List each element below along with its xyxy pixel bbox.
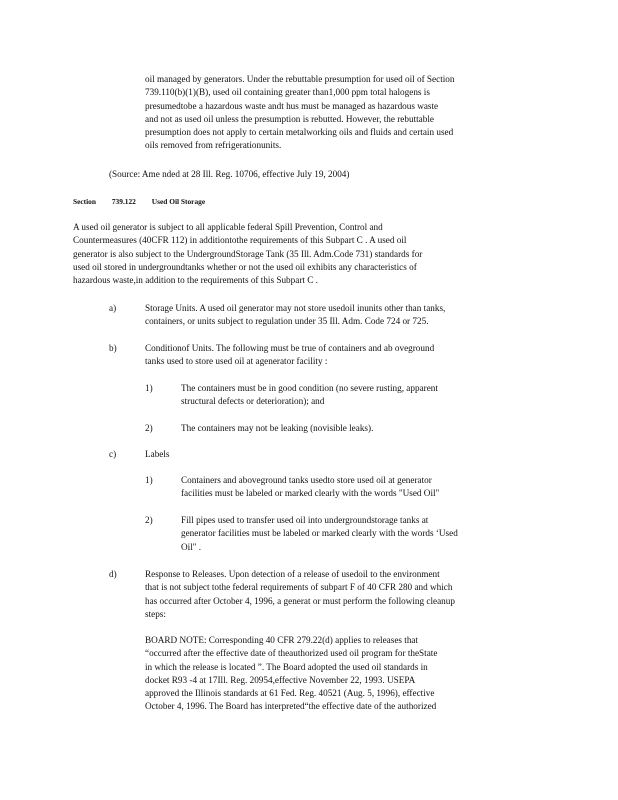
intro-line: oil managed by generators. Under the rebuttable presumption for used oil of Section — [145, 74, 455, 84]
board-note — [145, 634, 545, 714]
item-d-text — [145, 568, 545, 621]
board-note-line: BOARD NOTE: Corresponding 40 CFR 279.22(d) applies to releases that — [145, 635, 419, 645]
subitem-marker-c1: 1) — [145, 475, 153, 485]
board-note-line: in which the release is located ”. The Board adopted the used oil standards in — [145, 661, 428, 672]
board-note-line: docket R93 -4 at 17Ill. Reg. 20954,effective November 22, 1993. USEPA — [145, 674, 416, 685]
subitem-marker-c2: 2) — [145, 515, 153, 525]
subitem-c2-line: Oil" . — [181, 541, 202, 552]
subitem-c1-line: Containers and aboveground tanks usedto store used oil at generator — [181, 475, 432, 485]
source-note-text: (Source: Ame nded at 28 Ill. Reg. 10706, effective July 19, 2004) — [109, 169, 350, 179]
intro-line: and not as used oil unless the presumption is rebutted. However, the rebuttable — [145, 113, 434, 124]
subitem-c2-line: Fill pipes used to transfer used oil into undergroundstorage tanks at — [181, 515, 429, 525]
item-c-text — [145, 448, 545, 461]
item-d-line: that is not subject tothe federal requirements of subpart F of 40 CFR 280 and which — [145, 582, 453, 593]
subitem-b1-line: The containers must be in good condition (no severe rusting, apparent — [181, 383, 438, 393]
item-a-line: containers, or units subject to regulation under 35 Ill. Adm. Code 724 or 725. — [145, 316, 429, 327]
item-a-text — [145, 302, 545, 329]
section-heading — [73, 197, 219, 206]
intro-paragraph — [145, 73, 545, 153]
board-note-line: approved the Illinois standards at 61 Fed. Reg. 40521 (Aug. 5, 1996), effective — [145, 688, 435, 699]
item-c-line: Labels — [145, 449, 170, 459]
section-intro-line: used oil stored in undergroundtanks whether or not the used oil exhibits any characteristics of — [73, 261, 417, 272]
item-b-text — [145, 342, 545, 369]
item-d-line: steps: — [145, 608, 166, 619]
board-note-line: “occurred after the effective date of theauthorized used oil program for theState — [145, 648, 438, 659]
subitem-marker-b1: 1) — [145, 383, 153, 393]
item-d-line: Response to Releases. Upon detection of a release of usedoil to the environment — [145, 569, 440, 579]
subitem-c2-text — [181, 514, 541, 554]
item-marker-c: c) — [109, 449, 117, 459]
section-title: Used Oil Storage — [151, 197, 206, 206]
subitem-marker-b2: 2) — [145, 423, 153, 433]
intro-line: presumedtobe a hazardous waste andt hus must be managed as hazardous waste — [145, 100, 439, 111]
subitem-c1-text — [181, 474, 541, 501]
section-label: Section — [73, 197, 96, 206]
subitem-c2-line: generator facilities must be labeled or marked clearly with the words ‘Used — [181, 528, 458, 539]
section-intro-line: Countermeasures (40CFR 112) in additiontothe requirements of this Subpart C . A used oil — [73, 235, 407, 246]
item-b-line: Conditionof Units. The following must be true of containers and ab oveground — [145, 343, 435, 353]
subitem-b2-line: The containers may not be leaking (novisible leaks). — [181, 423, 374, 433]
section-intro-line: A used oil generator is subject to all applicable federal Spill Prevention, Control and — [73, 222, 383, 232]
item-marker-b: b) — [109, 343, 117, 353]
subitem-b2-text — [181, 422, 541, 435]
section-intro-line: hazardous waste,in addition to the requirements of this Subpart C . — [73, 275, 318, 286]
subitem-b1-line: structural defects or deterioration); and — [181, 396, 325, 407]
intro-line: oils removed from refrigerationunits. — [145, 140, 282, 151]
item-d-line: has occurred after October 4, 1996, a generat or must perform the following cleanup — [145, 595, 455, 606]
subitem-b1-text — [181, 382, 541, 409]
item-marker-a: a) — [109, 303, 117, 313]
board-note-line: October 4, 1996. The Board has interpreted“the effective date of the authorized — [145, 701, 437, 712]
item-b-line: tanks used to store used oil at agenerator facility : — [145, 356, 328, 367]
intro-line: presumption does not apply to certain metalworking oils and fluids and certain used — [145, 127, 454, 138]
section-intro-line: generator is also subject to the UndergroundStorage Tank (35 Ill. Adm.Code 731) standards for — [73, 248, 423, 259]
item-marker-d: d) — [109, 569, 117, 579]
source-note — [109, 168, 529, 181]
item-a-line: Storage Units. A used oil generator may not store usedoil inunits other than tanks, — [145, 303, 446, 313]
section-number: 739.122 — [111, 197, 136, 206]
section-intro-paragraph — [73, 221, 531, 287]
subitem-c1-line: facilities must be labeled or marked clearly with the words "Used Oil" — [181, 488, 440, 499]
intro-line: 739.110(b)(1)(B), used oil containing greater than1,000 ppm total halogens is — [145, 87, 430, 98]
